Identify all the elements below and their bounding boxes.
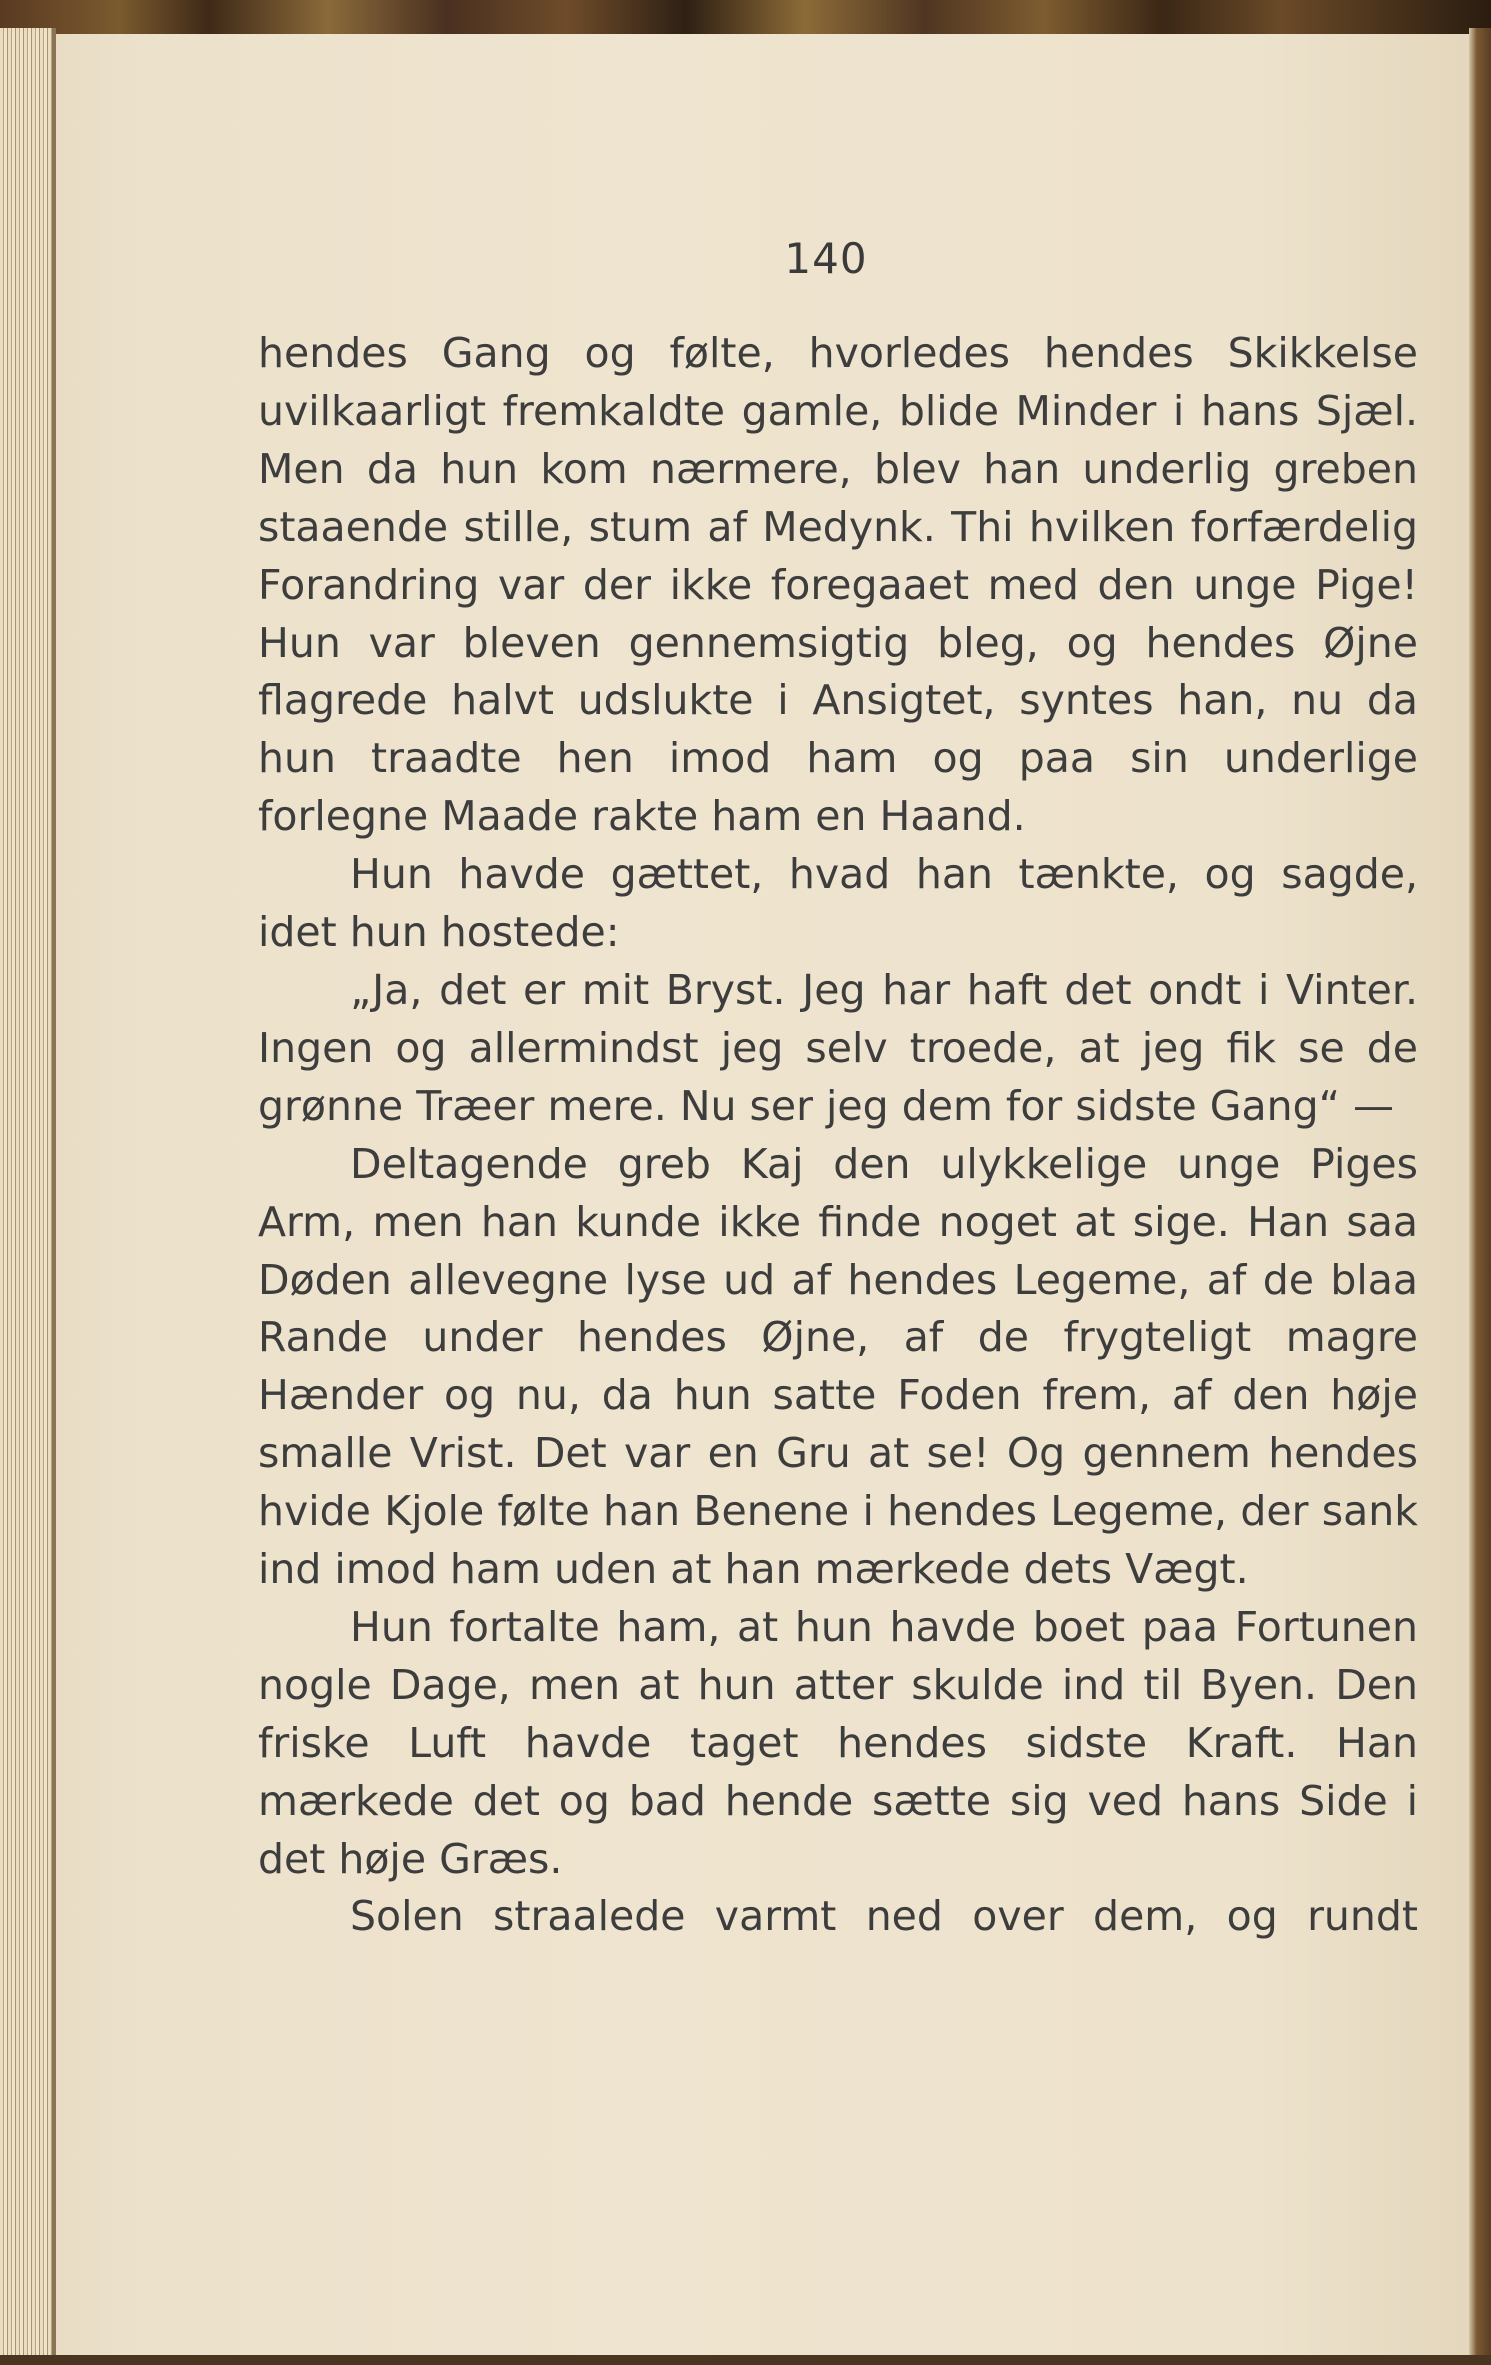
book-cover-bottom-edge [0,2355,1491,2365]
paragraph: hendes Gang og følte, hvorledes hendes Skikkelse uvilkaarligt fremkaldte gamle, blide Minder i hans Sjæl. Men da hun kom nærmere, blev han underlig greben staaende stille, stum af Medynk. Thi hvilken forfærdelig Forandring var der ikke foregaaet med den unge Pige! Hun var bleven gennemsigtig bleg, og hendes Øjne flagrede halvt udslukte i Ansigtet, syntes han, nu da hun traadte hen imod ham og paa sin underlige forlegne Maade rakte ham en Haand. [258,329,1418,841]
body-text [258,325,1418,1946]
book-spine-edge [1469,28,1491,2365]
page-stack-edge [0,28,56,2365]
book-cover-top-edge [0,0,1491,34]
paragraph: „Ja, det er mit Bryst. Jeg har haft det ondt i Vinter. Ingen og allermindst jeg selv troede, at jeg fik se de grønne Træer mere. Nu ser jeg dem for sidste Gang“ — [258,965,1418,1130]
paragraph: Solen straalede varmt ned over dem, og rundt [350,1892,1418,1941]
page-sheet [56,34,1469,2355]
paragraph: Hun havde gættet, hvad han tænkte, og sagde, idet hun hostede: [258,850,1418,957]
paragraph: Deltagende greb Kaj den ulykkelige unge Piges Arm, men han kunde ikke finde noget at sige. Han saa Døden allevegne lyse ud af hendes Legeme, af de blaa Rande under hendes Øjne, af de frygteligt magre Hænder og nu, da hun satte Foden frem, af den høje smalle Vrist. Det var en Gru at se! Og gennem hendes hvide Kjole følte han Benene i hendes Legeme, der sank ind imod ham uden at han mærkede dets Vægt. [258,1139,1418,1594]
page-number: 140 [784,234,868,283]
paragraph: Hun fortalte ham, at hun havde boet paa Fortunen nogle Dage, men at hun atter skulde ind til Byen. Den friske Luft havde taget hendes sidste Kraft. Han mærkede det og bad hende sætte sig ved hans Side i det høje Græs. [258,1602,1418,1883]
